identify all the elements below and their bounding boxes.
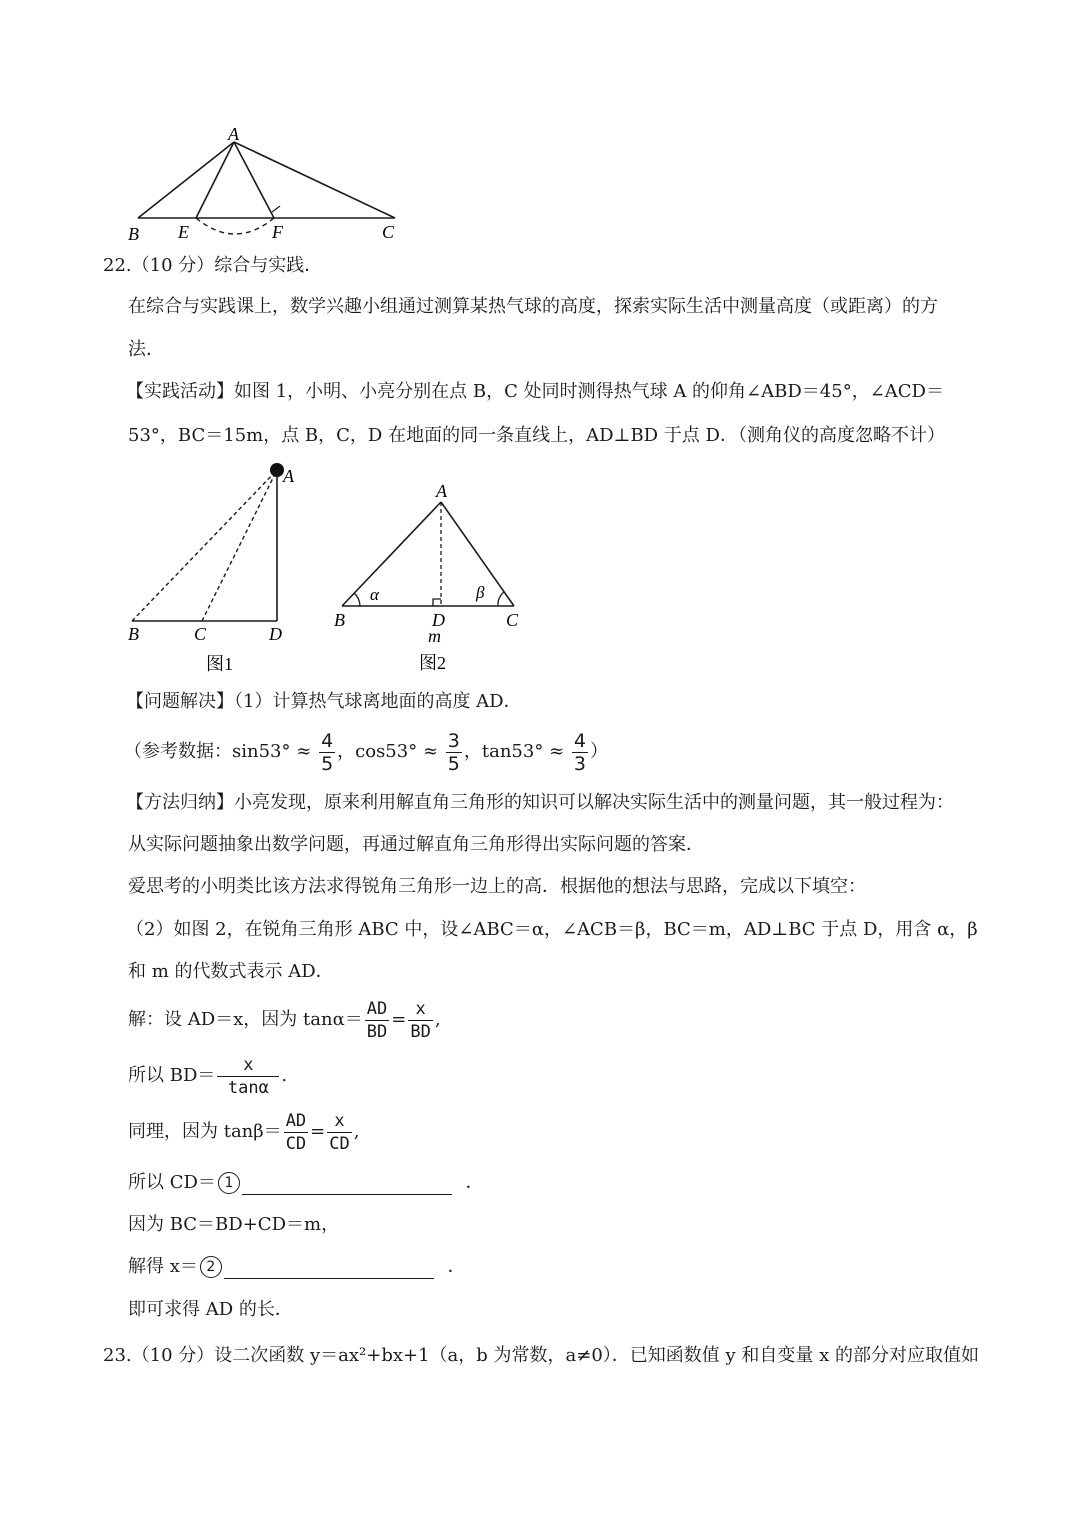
activity-text-1: 如图 1，小明、小亮分别在点 B，C 处同时测得热气球 A 的仰角∠ABD＝45°，∠ACD＝: [234, 381, 944, 402]
solution-line4: [128, 1171, 484, 1195]
method-text-1: 小亮发现，原来利用解直角三角形的知识可以解决实际生活中的测量问题，其一般过程为：: [234, 792, 954, 813]
fig2-label-C: C: [506, 610, 519, 630]
method-label: 【方法归纳】: [126, 792, 234, 813]
ref-approx-3: ≈: [549, 741, 565, 762]
frac-AD-BD: [365, 998, 389, 1043]
solution-line7: 即可求得 AD 的长．: [128, 1299, 293, 1320]
frac-tan53-num: 4: [573, 729, 586, 752]
method-line2: 从实际问题抽象出数学问题，再通过解直角三角形得出实际问题的答案．: [128, 834, 704, 855]
solution-line1: [128, 996, 441, 1044]
fig1-label-C: C: [194, 624, 207, 644]
frac-tan53: [572, 730, 588, 775]
ref-open: （参考数据：sin53°: [124, 741, 291, 762]
frac-x-BD-den: BD: [410, 1021, 431, 1042]
fig2-label-D: D: [432, 610, 445, 630]
fig2-label-B: B: [334, 610, 345, 630]
part2-line1: （2）如图 2，在锐角三角形 ABC 中，设∠ABC＝α，∠ACB＝β，BC＝m，AD⊥BC 于点 D，用含 α，β: [126, 919, 978, 940]
ref-close: ）: [590, 741, 608, 762]
solution-line2: [128, 1052, 287, 1100]
sol3-pre: 同理，因为 tanβ＝: [128, 1121, 282, 1142]
fig2-caption: 图2: [419, 653, 446, 673]
ref-tan-label: ，tan53°: [463, 741, 544, 762]
point-label-B: B: [128, 224, 139, 244]
point-label-F: F: [272, 222, 283, 242]
blank-2-answer-field[interactable]: [224, 1256, 434, 1279]
figure-2: [328, 478, 538, 678]
figure-1: [120, 458, 310, 678]
sol1-pre: 解：设 AD＝x，因为 tanα＝: [128, 1009, 363, 1030]
question-22-intro-line1: 在综合与实践课上，数学兴趣小组通过测算某热气球的高度，探索实际生活中测量高度（或距离）的方: [128, 296, 938, 317]
frac-AD-BD-num: AD: [366, 998, 388, 1019]
frac-x-tanalpha-den: tanα: [227, 1077, 269, 1098]
sol1-eq: =: [391, 1009, 407, 1030]
frac-cos53-num: 3: [447, 729, 460, 752]
problem-solving-line: [126, 690, 522, 714]
frac-sin53-num: 4: [321, 729, 334, 752]
sol3-eq: =: [310, 1121, 326, 1142]
activity-label: 【实践活动】: [126, 381, 234, 402]
frac-x-BD-num: x: [408, 998, 432, 1021]
point-label-E: E: [178, 222, 189, 242]
fig1-caption: 图1: [206, 654, 233, 674]
activity-line2: 53°，BC＝15m，点 B，C，D 在地面的同一条直线上，AD⊥BD 于点 D．（测角仪的高度忽略不计）: [128, 425, 945, 446]
sol6-pre: 解得 x＝: [128, 1256, 198, 1277]
fig1-label-D: D: [269, 624, 282, 644]
fig2-label-A: A: [436, 481, 447, 501]
frac-x-tanalpha-num: x: [217, 1054, 279, 1077]
question-22-header: 22.（10 分）综合与实践．: [103, 255, 323, 276]
fig2-label-alpha: α: [370, 585, 379, 604]
frac-cos53: [446, 730, 462, 775]
frac-tan53-den: 3: [573, 752, 586, 775]
activity-line1: [126, 380, 944, 404]
fig2-label-m: m: [428, 626, 441, 646]
frac-x-tanalpha: [217, 1054, 279, 1099]
frac-AD-CD-den: CD: [285, 1133, 307, 1154]
ref-cos-label: ，cos53°: [337, 741, 418, 762]
frac-AD-CD-num: AD: [285, 1110, 307, 1131]
frac-x-CD-num: x: [327, 1110, 351, 1133]
frac-x-CD: [327, 1110, 351, 1155]
think-line: 爱思考的小明类比该方法求得锐角三角形一边上的高．根据他的想法与思路，完成以下填空：: [128, 876, 866, 897]
frac-AD-BD-den: BD: [366, 1021, 388, 1042]
solution-line6: [128, 1255, 466, 1279]
frac-sin53: [319, 730, 335, 775]
blank-1-answer-field[interactable]: [242, 1172, 452, 1195]
sol6-end: ．: [447, 1256, 466, 1277]
frac-AD-CD: [284, 1110, 308, 1155]
frac-x-BD: [408, 998, 432, 1043]
sol2-period: .: [281, 1065, 288, 1086]
reference-data: [124, 728, 608, 776]
point-label-C: C: [382, 222, 395, 242]
sol1-comma: ,: [434, 1009, 441, 1030]
solve-text-1: （1）计算热气球离地面的高度 AD．: [234, 691, 522, 712]
ref-approx-2: ≈: [422, 741, 439, 762]
sol2-pre: 所以 BD＝: [128, 1065, 216, 1086]
question-22-intro-line2: 法．: [128, 339, 164, 360]
part2-line2: 和 m 的代数式表示 AD．: [128, 961, 334, 982]
ref-approx-1: ≈: [296, 741, 312, 762]
sol4-pre: 所以 CD＝: [128, 1172, 216, 1193]
blank-1-number: 1: [218, 1172, 240, 1194]
point-label-A: A: [228, 124, 239, 144]
fig2-label-beta: β: [476, 583, 485, 602]
previous-question-figure: [120, 120, 410, 245]
solve-label: 【问题解决】: [126, 691, 234, 712]
solution-line3: [128, 1108, 359, 1156]
frac-cos53-den: 5: [447, 752, 460, 775]
frac-sin53-den: 5: [321, 752, 334, 775]
method-line1: [126, 791, 954, 815]
solution-line5: 因为 BC＝BD+CD＝m，: [128, 1214, 340, 1235]
sol4-end: ．: [465, 1172, 484, 1193]
frac-x-CD-den: CD: [329, 1133, 350, 1154]
fig1-label-B: B: [128, 624, 139, 644]
sol3-comma: ,: [353, 1121, 360, 1142]
question-23-text: 23.（10 分）设二次函数 y＝ax²+bx+1（a，b 为常数，a≠0）．已知函数值 y 和自变量 x 的部分对应取值如: [103, 1345, 979, 1366]
blank-2-number: 2: [200, 1256, 222, 1278]
fig1-label-A: A: [283, 466, 294, 486]
